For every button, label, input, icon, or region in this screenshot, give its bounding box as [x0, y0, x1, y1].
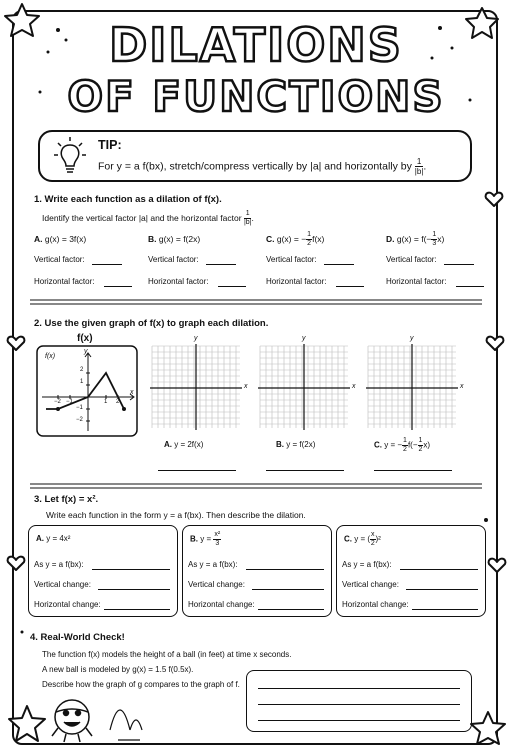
x-tick-label: 1 — [104, 399, 108, 405]
form-label: As y = a f(bx): — [34, 560, 84, 569]
horizontal-change-label: Horizontal change: — [34, 600, 101, 609]
page-title-line2: OF FUNCTIONS — [67, 72, 445, 121]
y-tick-label: 1 — [80, 379, 84, 385]
dilation-b: B. y = f(2x) — [276, 440, 316, 449]
x-tick-label: −1 — [66, 399, 73, 405]
vertical-change-label: Vertical change: — [34, 580, 91, 589]
graph-function-label: f(x) — [45, 353, 56, 360]
vertical-factor-label: Vertical factor: — [386, 255, 437, 264]
horizontal-factor-label: Horizontal factor: — [386, 277, 447, 286]
answer-line[interactable] — [258, 688, 460, 689]
horizontal-factor-label: Horizontal factor: — [148, 277, 209, 286]
x-axis-label: x — [352, 383, 356, 390]
page-title-line1: DILATIONS — [109, 18, 403, 72]
answer-box[interactable] — [246, 670, 472, 732]
function-a: A. y = 4x² — [36, 534, 71, 543]
section4-heading: 4. Real-World Check! — [30, 632, 125, 643]
tip-text: For y = a f(bx), stretch/compress vertically by |a| and horizontally by $\frac{1}{|b|}$ . — [98, 157, 427, 176]
section4-line2: A new ball is modeled by g(x) = 1.5 f(0.5x). — [42, 665, 194, 674]
function-c: C. y = ( $\frac{x}{2}$ )² — [344, 531, 381, 547]
x-axis-label: x — [130, 389, 134, 396]
vertical-factor-label: Vertical factor: — [148, 255, 199, 264]
y-axis-label: y — [302, 335, 306, 342]
graph-title: f(x) — [77, 333, 93, 344]
answer-line[interactable] — [336, 286, 364, 287]
function-b: B. y = $\frac{\text{x²}}{3}$ — [190, 531, 221, 547]
section1-instruction: Identify the vertical factor |a| and the horizontal factor $\frac{1}{|b|}$ . — [42, 210, 254, 226]
problem-c: C. g(x) = − $\frac{1}{2}$ f(x) — [266, 231, 325, 247]
tip-label: TIP: — [98, 138, 122, 152]
vertical-change-label: Vertical change: — [342, 580, 399, 589]
section1-heading: 1. Write each function as a dilation of f(x). — [34, 194, 222, 205]
bounce-path-icon — [110, 710, 142, 740]
problem-b: B. g(x) = f(2x) — [148, 234, 201, 244]
vertical-factor-label: Vertical factor: — [266, 255, 317, 264]
dilation-a: A. y = 2f(x) — [164, 440, 204, 449]
y-axis-label: y — [410, 335, 414, 342]
answer-line[interactable] — [266, 470, 344, 471]
answer-line[interactable] — [104, 286, 132, 287]
answer-line[interactable] — [258, 720, 460, 721]
horizontal-change-label: Horizontal change: — [188, 600, 255, 609]
answer-line[interactable] — [92, 569, 170, 570]
heart-icon — [8, 557, 25, 570]
x-tick-label: 2 — [116, 399, 120, 405]
x-axis-label: x — [460, 383, 464, 390]
section4-line1: The function f(x) models the height of a ball (in feet) at time x seconds. — [42, 650, 292, 659]
heart-icon — [486, 193, 503, 206]
problem-a: A. g(x) = 3f(x) — [34, 234, 87, 244]
form-label: As y = a f(bx): — [342, 560, 392, 569]
answer-line[interactable] — [456, 286, 484, 287]
heart-icon — [489, 559, 506, 572]
section4-line3: Describe how the graph of g compares to the graph of f. — [42, 680, 240, 689]
answer-line[interactable] — [412, 609, 478, 610]
answer-line[interactable] — [444, 264, 474, 265]
answer-line[interactable] — [258, 704, 460, 705]
answer-line[interactable] — [406, 589, 478, 590]
blank-grid[interactable] — [258, 344, 350, 430]
y-tick-label: −1 — [76, 405, 83, 411]
answer-line[interactable] — [252, 589, 324, 590]
y-axis-label: y — [84, 348, 88, 355]
y-tick-label: −2 — [76, 417, 83, 423]
answer-line[interactable] — [374, 470, 452, 471]
problem-d: D. g(x) = f(− $\frac{1}{3}$ x) — [386, 231, 445, 247]
horizontal-factor-label: Horizontal factor: — [34, 277, 95, 286]
answer-line[interactable] — [218, 286, 246, 287]
answer-line[interactable] — [324, 264, 354, 265]
star-icon — [9, 706, 45, 741]
star-icon — [471, 712, 505, 744]
blank-grid[interactable] — [150, 344, 242, 430]
dilation-c: C. y = − $\frac{1}{2}$ f(− $\frac{1}{2}$ x) — [374, 437, 431, 453]
form-label: As y = a f(bx): — [188, 560, 238, 569]
answer-line[interactable] — [92, 264, 122, 265]
answer-line[interactable] — [246, 569, 324, 570]
answer-line[interactable] — [104, 609, 170, 610]
answer-line[interactable] — [400, 569, 478, 570]
answer-line[interactable] — [258, 609, 324, 610]
heart-icon — [487, 337, 504, 350]
heart-icon — [8, 337, 25, 350]
answer-line[interactable] — [158, 470, 236, 471]
horizontal-factor-label: Horizontal factor: — [266, 277, 327, 286]
section2-heading: 2. Use the given graph of f(x) to graph each dilation. — [34, 318, 269, 329]
section3-heading: 3. Let f(x) = x². — [34, 494, 99, 505]
answer-line[interactable] — [206, 264, 236, 265]
y-tick-label: 2 — [80, 367, 84, 373]
x-axis-label: x — [244, 383, 248, 390]
answer-line[interactable] — [98, 589, 170, 590]
vertical-change-label: Vertical change: — [188, 580, 245, 589]
y-axis-label: y — [194, 335, 198, 342]
x-tick-label: −2 — [54, 399, 61, 405]
section3-instruction: Write each function in the form y = a f(bx). Then describe the dilation. — [46, 510, 306, 520]
blank-grid[interactable] — [366, 344, 458, 430]
vertical-factor-label: Vertical factor: — [34, 255, 85, 264]
lightbulb-icon — [50, 135, 90, 177]
ball-character-icon — [52, 700, 92, 742]
horizontal-change-label: Horizontal change: — [342, 600, 409, 609]
